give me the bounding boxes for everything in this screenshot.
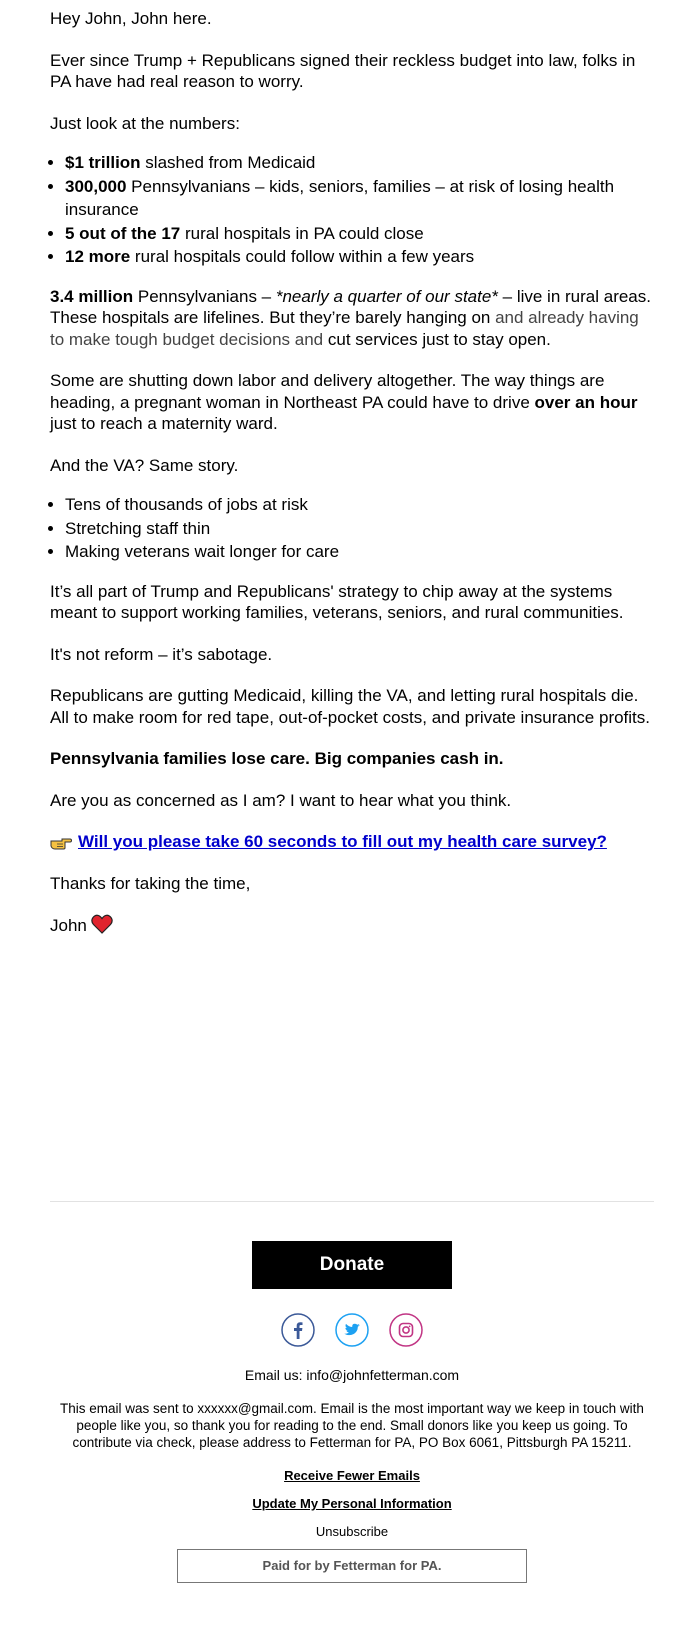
signature: John: [50, 914, 654, 937]
heart-icon: [91, 914, 113, 934]
facebook-icon[interactable]: [281, 1313, 315, 1347]
numbers-lead: Just look at the numbers:: [50, 113, 240, 133]
stats-list: [50, 151, 654, 269]
sabotage-paragraph: It's not reform – it’s sabotage.: [50, 644, 273, 664]
email-body: [50, 0, 654, 937]
instagram-icon[interactable]: [389, 1313, 423, 1347]
social-links: [50, 1313, 654, 1347]
update-info-link[interactable]: Update My Personal Information: [252, 1496, 452, 1511]
legal-notice: This email was sent to xxxxxx@gmail.com. Email is the most important way we keep in touch with people like you, so thank you for reading to the end. Small donors like you keep us going. To contribute via check, please address to Fetterman for PA, PO Box 6061, Pittsburgh PA 15211.: [60, 1401, 644, 1450]
footer: [50, 1202, 654, 1583]
list-item: • Stretching staff thin: [65, 517, 654, 541]
list-item: • 5 out of the 17 rural hospitals in PA could close: [65, 222, 654, 246]
list-item: • Making veterans wait longer for care: [65, 540, 654, 564]
thanks-line: Thanks for taking the time,: [50, 873, 251, 893]
gutting-paragraph: Republicans are gutting Medicaid, killing the VA, and letting rural hospitals die. All to make room for red tape, out-of-pocket costs, and private insurance profits.: [50, 686, 651, 727]
rural-paragraph: 3.4 million Pennsylvanians – *nearly a quarter of our state* – live in rural areas. These hospitals are lifelines. But they’re barely hanging on and already having to make tough budget decisions and cut services just to stay open.: [50, 286, 651, 349]
list-item: • 300,000 Pennsylvanians – kids, seniors, families – at risk of losing health insurance: [65, 175, 654, 222]
list-item: • Tens of thousands of jobs at risk: [65, 493, 654, 517]
unsubscribe-link[interactable]: Unsubscribe: [315, 1524, 389, 1539]
va-lead: And the VA? Same story.: [50, 455, 239, 475]
donate-button[interactable]: Donate: [252, 1241, 452, 1289]
labor-paragraph: Some are shutting down labor and delivery altogether. The way things are heading, a pregnant woman in Northeast PA could have to drive over an hour just to reach a maternity ward.: [50, 371, 638, 433]
greeting: Hey John, John here.: [50, 9, 212, 28]
contact-email: Email us: info@johnfetterman.com: [244, 1367, 460, 1383]
receive-fewer-emails-link[interactable]: Receive Fewer Emails: [284, 1468, 420, 1483]
pointing-hand-icon: [50, 834, 72, 850]
va-list: [50, 493, 654, 564]
twitter-icon[interactable]: [335, 1313, 369, 1347]
survey-cta: [50, 831, 654, 853]
strategy-paragraph: It’s all part of Trump and Republicans' strategy to chip away at the systems meant to support working families, veterans, seniors, and rural communities.: [50, 581, 624, 622]
list-item: • 12 more rural hospitals could follow within a few years: [65, 245, 654, 269]
headline: Pennsylvania families lose care. Big companies cash in.: [50, 749, 504, 768]
survey-link[interactable]: Will you please take 60 seconds to fill out my health care survey?: [78, 832, 607, 851]
paid-for-notice: Paid for by Fetterman for PA.: [177, 1549, 527, 1583]
intro-paragraph: Ever since Trump + Republicans signed their reckless budget into law, folks in PA have had real reason to worry.: [50, 50, 636, 91]
list-item: • $1 trillion slashed from Medicaid: [65, 151, 654, 175]
concern-paragraph: Are you as concerned as I am? I want to hear what you think.: [50, 790, 512, 810]
